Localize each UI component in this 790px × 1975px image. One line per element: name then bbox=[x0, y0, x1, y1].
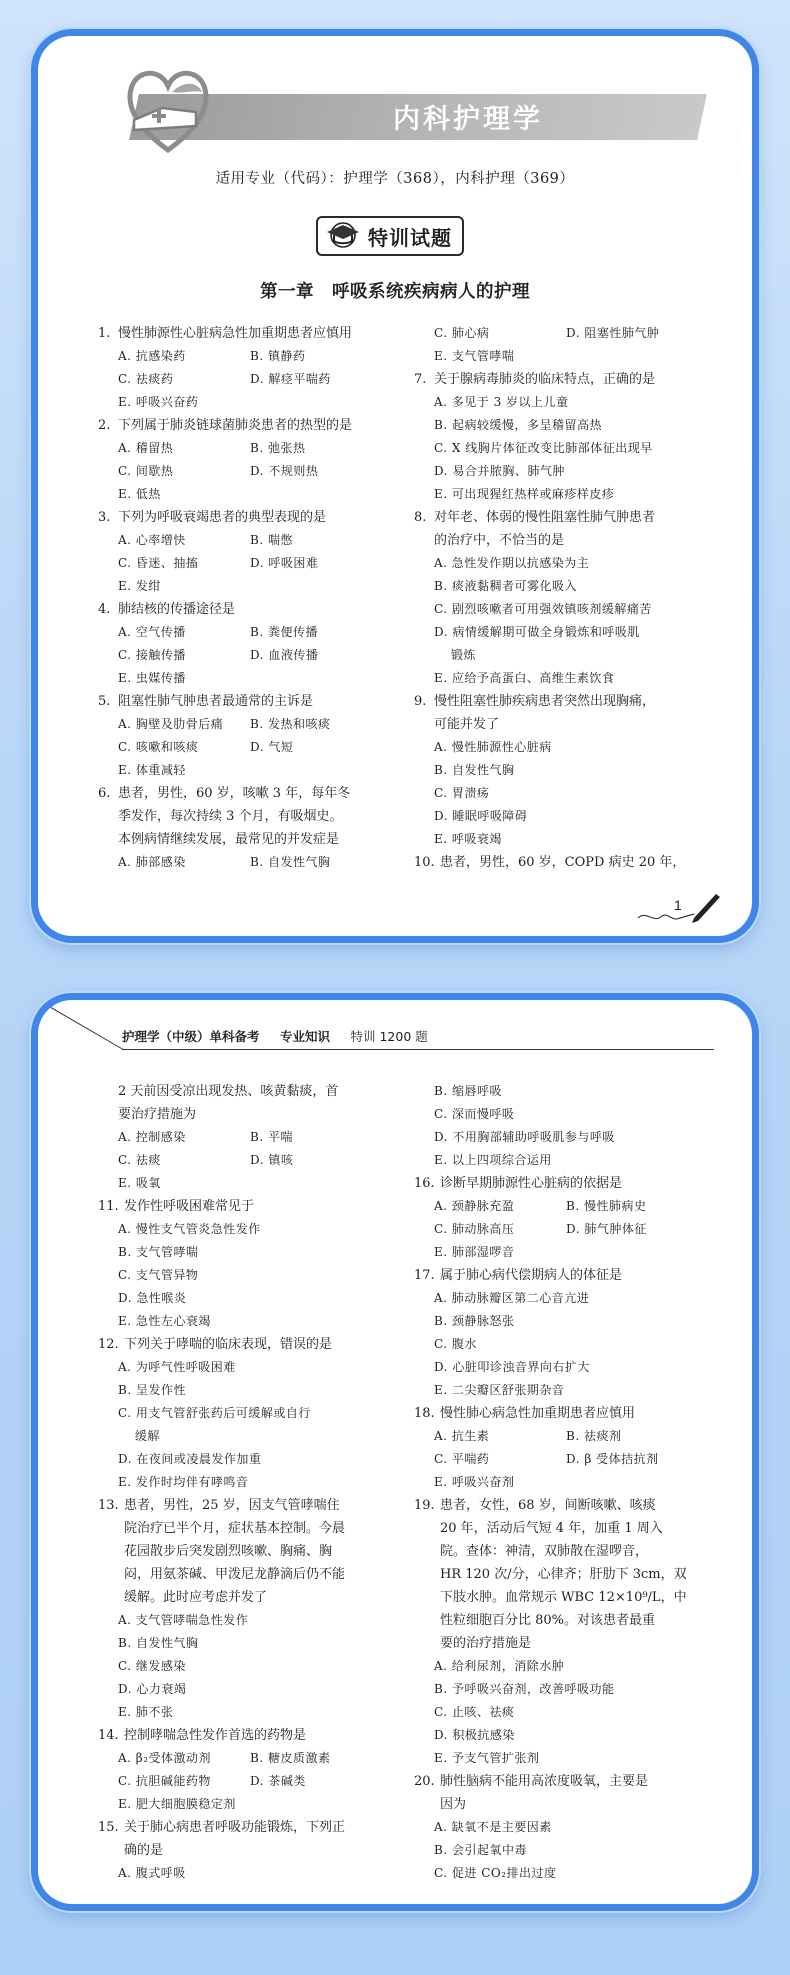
question-item bbox=[98, 1494, 404, 1724]
question-number: 19. bbox=[414, 1498, 435, 1513]
question-item bbox=[98, 1080, 404, 1195]
question-text: 慢性肺心病急性加重期患者应慎用 bbox=[440, 1406, 636, 1421]
answer-option: E. 发绀 bbox=[118, 579, 161, 593]
answer-option: 缓解 bbox=[118, 1429, 160, 1443]
option-list bbox=[414, 391, 704, 506]
question-number: 13. bbox=[98, 1498, 119, 1513]
question-stem bbox=[414, 1494, 704, 1517]
pen-signature-icon bbox=[634, 888, 724, 928]
answer-option: D. 肺气肿体征 bbox=[566, 1222, 647, 1236]
question-stem bbox=[98, 1724, 404, 1747]
answer-option: C. 抗胆碱能药物 bbox=[118, 1774, 211, 1788]
special-training-badge bbox=[316, 216, 464, 256]
question-text: 20 年，活动后气短 4 年，加重 1 周入 bbox=[440, 1521, 663, 1536]
question-item bbox=[98, 414, 404, 506]
answer-option: B. 自发性气胸 bbox=[118, 1636, 199, 1650]
answer-option: C. 用支气管舒张药后可缓解或自行 bbox=[118, 1406, 311, 1420]
question-item bbox=[414, 506, 704, 690]
question-number: 2. bbox=[98, 418, 111, 433]
question-number: 17. bbox=[414, 1268, 435, 1283]
answer-option: A. 为呼气性呼吸困难 bbox=[118, 1360, 236, 1374]
badge-label: 特训试题 bbox=[368, 226, 452, 250]
option-list bbox=[98, 1862, 404, 1885]
answer-option: B. 自发性气胸 bbox=[250, 855, 331, 869]
question-number: 10. bbox=[414, 855, 435, 870]
answer-option: B. 镇静药 bbox=[250, 349, 306, 363]
answer-option: A. 稽留热 bbox=[118, 441, 174, 455]
answer-option: B. 予呼吸兴奋剂，改善呼吸功能 bbox=[434, 1682, 615, 1696]
question-number: 15. bbox=[98, 1820, 119, 1835]
question-number: 1. bbox=[98, 326, 111, 341]
graduation-cap-icon bbox=[323, 221, 363, 249]
option-list bbox=[414, 1195, 704, 1264]
answer-option: A. 空气传播 bbox=[118, 625, 186, 639]
page-one bbox=[38, 36, 752, 936]
answer-option: A. β₂受体激动剂 bbox=[118, 1751, 212, 1765]
question-text: 季发作，每次持续 3 个月，有吸烟史。 bbox=[118, 809, 343, 824]
answer-option: D. 呼吸困难 bbox=[250, 556, 319, 570]
question-text: 下列属于肺炎链球菌肺炎患者的热型的是 bbox=[118, 418, 353, 433]
option-list bbox=[98, 1356, 404, 1494]
question-stem bbox=[98, 322, 404, 345]
answer-option: D. 心力衰竭 bbox=[118, 1682, 187, 1696]
question-text: 慢性肺源性心脏病急性加重期患者应慎用 bbox=[118, 326, 353, 341]
answer-option: E. 予支气管扩张剂 bbox=[434, 1751, 540, 1765]
answer-option: B. 弛张热 bbox=[250, 441, 306, 455]
answer-option: D. 阻塞性肺气肿 bbox=[566, 326, 660, 340]
answer-option: C. 胃溃疡 bbox=[434, 786, 490, 800]
answer-option: C. 祛痰药 bbox=[118, 372, 174, 386]
answer-option: A. 颈静脉充盈 bbox=[434, 1199, 515, 1213]
answer-option: E. 二尖瓣区舒张期杂音 bbox=[434, 1383, 565, 1397]
question-stem bbox=[98, 414, 404, 437]
question-stem bbox=[414, 851, 704, 874]
answer-option: A. 缺氧不是主要因素 bbox=[434, 1820, 552, 1834]
answer-option: A. 抗生素 bbox=[434, 1429, 490, 1443]
answer-option: A. 急性发作期以抗感染为主 bbox=[434, 556, 590, 570]
question-stem bbox=[414, 1770, 704, 1793]
question-number: 7. bbox=[414, 372, 427, 387]
running-head bbox=[122, 1027, 428, 1045]
option-list bbox=[98, 1747, 404, 1816]
question-stem bbox=[414, 506, 704, 529]
answer-option: D. β 受体拮抗剂 bbox=[566, 1452, 659, 1466]
question-item bbox=[98, 322, 404, 414]
question-stem bbox=[98, 506, 404, 529]
question-text: 患者，男性，60 岁，COPD 病史 20 年， bbox=[440, 855, 686, 870]
question-item bbox=[414, 1770, 704, 1885]
answer-option: B. 喘憋 bbox=[250, 533, 293, 547]
answer-option: E. 虫媒传播 bbox=[118, 671, 186, 685]
answer-option: C. 间歇热 bbox=[118, 464, 174, 478]
question-item bbox=[414, 690, 704, 851]
answer-option: B. 支气管哮喘 bbox=[118, 1245, 199, 1259]
question-stem bbox=[414, 690, 704, 713]
answer-option: E. 体重减轻 bbox=[118, 763, 186, 777]
answer-option: C. 促进 CO₂排出过度 bbox=[434, 1866, 557, 1880]
question-text: 要治疗措施为 bbox=[118, 1107, 197, 1122]
option-list bbox=[414, 322, 704, 368]
question-stem bbox=[98, 1494, 404, 1517]
answer-option: B. 糖皮质激素 bbox=[250, 1751, 331, 1765]
answer-option: C. 继发感染 bbox=[118, 1659, 186, 1673]
question-number: 9. bbox=[414, 694, 427, 709]
running-head-series: 特训 1200 题 bbox=[350, 1029, 428, 1044]
answer-option: C. 平喘药 bbox=[434, 1452, 490, 1466]
question-item bbox=[98, 1816, 404, 1885]
question-item bbox=[98, 782, 404, 874]
question-text: 性粒细胞百分比 80%。对该患者最重 bbox=[440, 1613, 656, 1628]
question-item bbox=[98, 506, 404, 598]
answer-option: E. 急性左心衰竭 bbox=[118, 1314, 211, 1328]
answer-option: B. 粪便传播 bbox=[250, 625, 318, 639]
answer-option: A. 慢性肺源性心脏病 bbox=[434, 740, 552, 754]
option-list bbox=[414, 1080, 704, 1172]
question-stem bbox=[414, 368, 704, 391]
answer-option: D. 心脏叩诊浊音界向右扩大 bbox=[434, 1360, 590, 1374]
answer-option: D. 睡眠呼吸障碍 bbox=[434, 809, 528, 823]
question-text: 属于肺心病代偿期病人的体征是 bbox=[440, 1268, 623, 1283]
answer-option: A. 慢性支气管炎急性发作 bbox=[118, 1222, 261, 1236]
answer-option: A. 肺动脉瓣区第二心音亢进 bbox=[434, 1291, 590, 1305]
answer-option: C. X 线胸片体征改变比肺部体征出现早 bbox=[434, 441, 653, 455]
answer-option: C. 止咳、祛痰 bbox=[434, 1705, 515, 1719]
question-text: 肺性脑病不能用高浓度吸氧，主要是 bbox=[440, 1774, 649, 1789]
question-stem bbox=[414, 1172, 704, 1195]
answer-option: A. 腹式呼吸 bbox=[118, 1866, 186, 1880]
answer-option: B. 发热和咳痰 bbox=[250, 717, 331, 731]
answer-option: A. 胸壁及肋骨后痛 bbox=[118, 717, 224, 731]
question-text: 患者，男性，25 岁，因支气管哮喘住 bbox=[124, 1498, 340, 1513]
question-item bbox=[414, 368, 704, 506]
left-column bbox=[98, 322, 404, 874]
question-stem bbox=[98, 1816, 404, 1839]
question-text: 下列为呼吸衰竭患者的典型表现的是 bbox=[118, 510, 327, 525]
option-list bbox=[98, 345, 404, 414]
question-text: 院。查体：神清，双肺散在湿啰音， bbox=[440, 1544, 649, 1559]
answer-option: B. 痰液黏稠者可雾化吸入 bbox=[434, 579, 577, 593]
answer-option: D. 易合并脓胸、肺气肿 bbox=[434, 464, 565, 478]
header-rule bbox=[122, 1049, 714, 1050]
option-list bbox=[414, 736, 704, 851]
answer-option: B. 起病较缓慢，多呈稽留高热 bbox=[434, 418, 602, 432]
question-text: 闷，用氨茶碱、甲泼尼龙静滴后仍不能 bbox=[124, 1567, 346, 1582]
question-item bbox=[414, 1402, 704, 1494]
question-text: 因为 bbox=[440, 1797, 467, 1812]
option-list bbox=[98, 1609, 404, 1724]
question-text: 确的是 bbox=[124, 1843, 164, 1858]
question-stem bbox=[98, 782, 404, 805]
option-list bbox=[98, 713, 404, 782]
option-list bbox=[98, 529, 404, 598]
answer-option: D. 病情缓解期可做全身锻炼和呼吸肌 bbox=[434, 625, 640, 639]
answer-option: E. 肥大细胞膜稳定剂 bbox=[118, 1797, 236, 1811]
answer-option: E. 呼吸兴奋药 bbox=[118, 395, 199, 409]
answer-option: D. 气短 bbox=[250, 740, 294, 754]
answer-option: C. 支气管异物 bbox=[118, 1268, 199, 1282]
question-text: 要的治疗措施是 bbox=[440, 1636, 532, 1651]
answer-option: C. 咳嗽和咳痰 bbox=[118, 740, 199, 754]
question-number: 11. bbox=[98, 1199, 119, 1214]
answer-option: E. 肺部湿啰音 bbox=[434, 1245, 515, 1259]
nurse-heart-logo-icon bbox=[122, 62, 214, 158]
answer-option: B. 祛痰剂 bbox=[566, 1429, 622, 1443]
answer-option: C. 接触传播 bbox=[118, 648, 186, 662]
question-text: 的治疗中，不恰当的是 bbox=[434, 533, 565, 548]
question-text: 慢性阻塞性肺疾病患者突然出现胸痛， bbox=[434, 694, 656, 709]
question-text: 可能并发了 bbox=[434, 717, 500, 732]
answer-option: E. 可出现猩红热样或麻疹样皮疹 bbox=[434, 487, 615, 501]
page-number: 1 bbox=[674, 897, 682, 913]
question-item bbox=[98, 1333, 404, 1494]
question-stem bbox=[98, 1333, 404, 1356]
option-list bbox=[414, 1655, 704, 1770]
question-text: 缓解。此时应考虑并发了 bbox=[124, 1590, 268, 1605]
answer-option: C. 肺心病 bbox=[434, 326, 490, 340]
question-text: 阻塞性肺气肿患者最通常的主诉是 bbox=[118, 694, 314, 709]
answer-option: C. 腹水 bbox=[434, 1337, 477, 1351]
book-title: 内科护理学 bbox=[393, 104, 543, 135]
answer-option: E. 支气管哮喘 bbox=[434, 349, 515, 363]
option-list bbox=[414, 1425, 704, 1494]
corner-diagonal-decoration bbox=[38, 1000, 128, 1052]
question-number: 3. bbox=[98, 510, 111, 525]
answer-option: C. 深而慢呼吸 bbox=[434, 1107, 515, 1121]
question-stem bbox=[98, 598, 404, 621]
question-stem bbox=[98, 1195, 404, 1218]
answer-option: E. 以上四项综合运用 bbox=[434, 1153, 552, 1167]
answer-option: C. 肺动脉高压 bbox=[434, 1222, 515, 1236]
answer-option: E. 发作时均伴有哮鸣音 bbox=[118, 1475, 249, 1489]
answer-option: A. 抗感染药 bbox=[118, 349, 186, 363]
question-text: 患者，男性，60 岁，咳嗽 3 年，每年冬 bbox=[118, 786, 351, 801]
answer-option: A. 多见于 3 岁以上儿童 bbox=[434, 395, 569, 409]
question-text: 本例病情继续发展，最常见的并发症是 bbox=[118, 832, 340, 847]
answer-option: D. 血液传播 bbox=[250, 648, 319, 662]
question-item bbox=[414, 1080, 704, 1172]
question-text: 下肢水肿。血常规示 WBC 12×10⁹/L，中 bbox=[440, 1590, 687, 1605]
chapter-title: 第一章 呼吸系统疾病病人的护理 bbox=[260, 282, 530, 302]
answer-option: B. 缩唇呼吸 bbox=[434, 1084, 502, 1098]
page-two bbox=[38, 1000, 752, 1904]
question-item bbox=[98, 690, 404, 782]
question-stem bbox=[98, 690, 404, 713]
answer-option: D. 不规则热 bbox=[250, 464, 319, 478]
question-text: 肺结核的传播途径是 bbox=[118, 602, 236, 617]
answer-option: E. 吸氧 bbox=[118, 1176, 161, 1190]
answer-option: E. 低热 bbox=[118, 487, 161, 501]
answer-option: B. 平喘 bbox=[250, 1130, 293, 1144]
question-text: 院治疗已半个月，症状基本控制。今晨 bbox=[124, 1521, 346, 1536]
answer-option: E. 呼吸衰竭 bbox=[434, 832, 502, 846]
answer-option: B. 会引起氧中毒 bbox=[434, 1843, 527, 1857]
question-number: 8. bbox=[414, 510, 427, 525]
question-item bbox=[98, 1724, 404, 1816]
option-list bbox=[98, 1126, 404, 1195]
answer-option: E. 应给予高蛋白、高维生素饮食 bbox=[434, 671, 615, 685]
question-text: 对年老、体弱的慢性阻塞性肺气肿患者 bbox=[434, 510, 656, 525]
answer-option: D. 积极抗感染 bbox=[434, 1728, 515, 1742]
answer-option: D. 不用胸部辅助呼吸肌参与呼吸 bbox=[434, 1130, 615, 1144]
question-item bbox=[414, 1172, 704, 1264]
answer-option: A. 支气管哮喘急性发作 bbox=[118, 1613, 249, 1627]
question-text: 下列关于哮喘的临床表现，错误的是 bbox=[124, 1337, 333, 1352]
answer-option: B. 慢性肺病史 bbox=[566, 1199, 647, 1213]
answer-option: B. 自发性气胸 bbox=[434, 763, 515, 777]
question-item bbox=[414, 1264, 704, 1402]
option-list bbox=[414, 1816, 704, 1885]
answer-option: A. 给利尿剂，消除水肿 bbox=[434, 1659, 565, 1673]
answer-option: D. 急性喉炎 bbox=[118, 1291, 187, 1305]
option-list bbox=[414, 1287, 704, 1402]
question-text: HR 120 次/分，心律齐；肝肋下 3cm，双 bbox=[440, 1567, 687, 1582]
answer-option: B. 呈发作性 bbox=[118, 1383, 186, 1397]
question-item bbox=[414, 1494, 704, 1770]
question-stem bbox=[414, 1402, 704, 1425]
question-number: 18. bbox=[414, 1406, 435, 1421]
answer-option: D. 镇咳 bbox=[250, 1153, 294, 1167]
question-stem bbox=[414, 1264, 704, 1287]
right-column bbox=[414, 322, 704, 874]
answer-option: E. 肺不张 bbox=[118, 1705, 174, 1719]
answer-option: B. 颈静脉怒张 bbox=[434, 1314, 515, 1328]
right-column bbox=[414, 1080, 704, 1885]
option-list bbox=[98, 437, 404, 506]
question-text: 2 天前因受凉出现发热、咳黄黏痰，首 bbox=[118, 1084, 339, 1099]
question-text: 关于腺病毒肺炎的临床特点，正确的是 bbox=[434, 372, 656, 387]
question-number: 4. bbox=[98, 602, 111, 617]
option-list bbox=[98, 851, 404, 874]
question-number: 6. bbox=[98, 786, 111, 801]
question-number: 20. bbox=[414, 1774, 435, 1789]
answer-option: C. 祛痰 bbox=[118, 1153, 161, 1167]
question-number: 14. bbox=[98, 1728, 119, 1743]
answer-option: 锻炼 bbox=[434, 648, 476, 662]
running-head-book: 护理学（中级）单科备考 bbox=[122, 1029, 260, 1044]
question-item bbox=[414, 851, 704, 874]
option-list bbox=[98, 1218, 404, 1333]
left-column bbox=[98, 1080, 404, 1885]
answer-option: D. 茶碱类 bbox=[250, 1774, 306, 1788]
answer-option: A. 心率增快 bbox=[118, 533, 186, 547]
option-list bbox=[98, 621, 404, 690]
question-text: 关于肺心病患者呼吸功能锻炼，下列正 bbox=[124, 1820, 346, 1835]
answer-option: A. 肺部感染 bbox=[118, 855, 186, 869]
question-text: 患者，女性，68 岁，间断咳嗽、咳痰 bbox=[440, 1498, 656, 1513]
answer-option: D. 解痉平喘药 bbox=[250, 372, 331, 386]
question-text: 发作性呼吸困难常见于 bbox=[124, 1199, 255, 1214]
answer-option: A. 控制感染 bbox=[118, 1130, 186, 1144]
answer-option: D. 在夜间或凌晨发作加重 bbox=[118, 1452, 262, 1466]
running-head-section: 专业知识 bbox=[280, 1029, 331, 1044]
question-text: 花园散步后突发剧烈咳嗽、胸痛、胸 bbox=[124, 1544, 333, 1559]
answer-option: C. 剧烈咳嗽者可用强效镇咳剂缓解痛苦 bbox=[434, 602, 652, 616]
question-number: 12. bbox=[98, 1337, 119, 1352]
answer-option: E. 呼吸兴奋剂 bbox=[434, 1475, 515, 1489]
question-item bbox=[98, 1195, 404, 1333]
page-number-area bbox=[634, 888, 724, 932]
question-item bbox=[414, 322, 704, 368]
answer-option: C. 昏迷、抽搐 bbox=[118, 556, 199, 570]
question-number: 16. bbox=[414, 1176, 435, 1191]
applicable-majors: 适用专业（代码）：护理学（368），内科护理（369） bbox=[215, 171, 575, 187]
question-number: 5. bbox=[98, 694, 111, 709]
question-text: 控制哮喘急性发作首选的药物是 bbox=[124, 1728, 307, 1743]
question-item bbox=[98, 598, 404, 690]
option-list bbox=[414, 552, 704, 690]
question-text: 诊断早期肺源性心脏病的依据是 bbox=[440, 1176, 623, 1191]
